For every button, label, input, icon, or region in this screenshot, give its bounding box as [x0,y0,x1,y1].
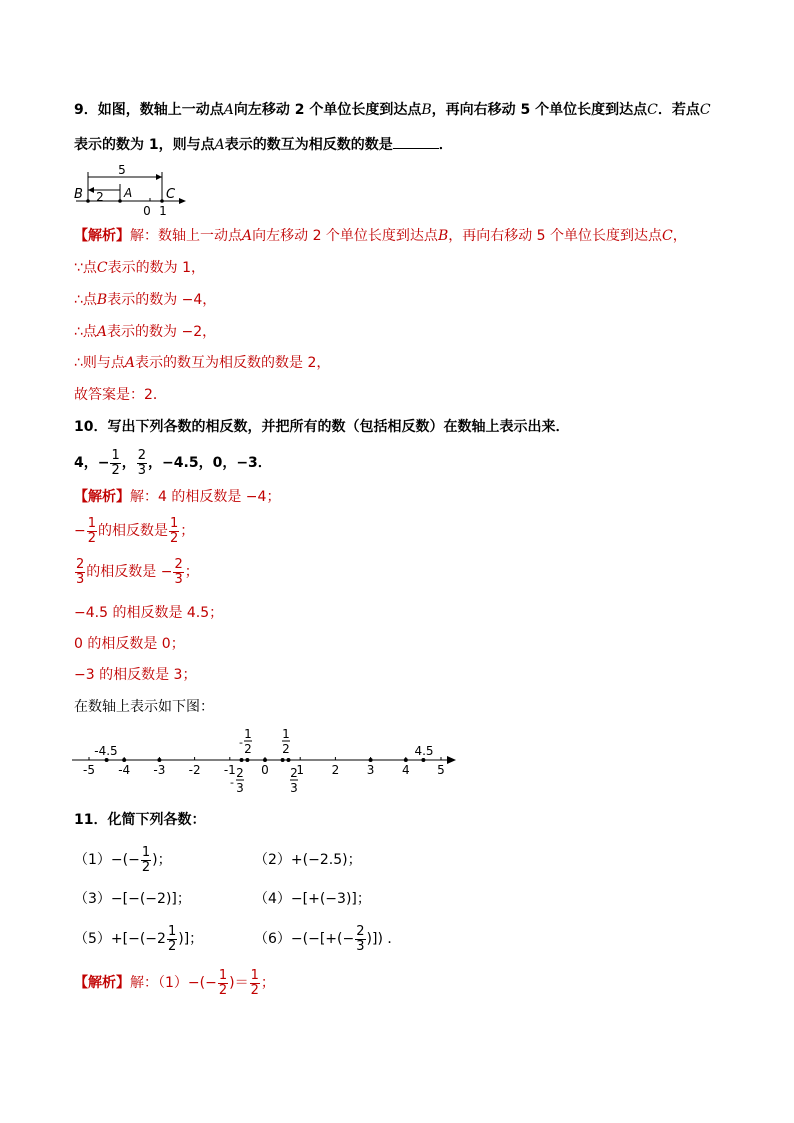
q10-sol-text: 解：4 的相反数是 −4； [130,489,281,505]
fraction-num: 1 [170,515,179,531]
q10-sol-line6: −3 的相反数是 3； [74,667,197,683]
q9-text: ．若点 [657,102,700,118]
fraction [250,969,260,998]
analysis-tag: 【解析】 [74,228,130,244]
q9-label-one: 1 [159,204,167,218]
q10-sol-line3 [74,555,199,589]
fraction-den: 2 [87,530,97,546]
fraction-den: 3 [76,571,85,587]
q9-label-five: 5 [118,163,126,177]
q9-text: 表示的数为 1，则与点 [74,137,215,153]
fraction-den: 2 [170,530,179,546]
tick-label: -3 [153,763,166,777]
tick-label: -5 [83,763,95,777]
fraction-num: 1 [87,515,97,531]
label-two-thirds-den: 3 [236,781,244,795]
point-dot [157,758,161,762]
q11-item-3 [74,889,191,909]
point-dot [105,758,109,762]
q9-sol-point: A [96,324,108,340]
fraction-num: 1 [167,923,177,939]
q9-text: 9．如图，数轴上一动点 [74,102,224,118]
q9-point-c: C [699,102,711,118]
q11-item-4 [254,889,371,909]
fraction-num: 2 [174,556,183,572]
q11-expr: )]) ． [366,931,402,947]
fraction [75,558,85,587]
answer-blank [393,134,439,149]
q10-num-text: ， [121,455,136,471]
q9-label-two: 2 [96,190,104,204]
q11-expr: −[+(−3)]； [290,891,371,907]
label-two-thirds-num: 2 [236,766,244,780]
q11-expr: +[−(−2 [110,931,166,947]
fraction [87,517,97,546]
fraction-den: 2 [167,938,177,954]
tick-label: 3 [366,763,375,777]
tick-label: -4 [118,763,131,777]
q9-sol-point: B [437,228,449,244]
q9-sol-line2 [74,258,205,278]
q11-sol-text: ； [260,975,275,991]
fraction-num: 1 [141,844,151,860]
q9-sol-point: B [96,292,108,308]
q9-text: 向左移动 2 个单位长度到达点 [233,102,422,118]
q9-sol-text: 表示的数为 −2， [107,324,217,340]
q9-label-c: C [166,187,176,202]
point-dot [281,758,285,762]
tick-label: 0 [261,763,269,777]
fraction-den: 2 [111,462,120,478]
fraction-num: 2 [137,447,147,463]
q11-expr: −(− [110,852,140,868]
point-dot [240,758,244,762]
fraction [355,925,365,954]
q9-sol-text: 表示的数互为相反数的数是 2， [135,355,331,371]
q9-sol-point: C [96,260,108,276]
q11-expr: )； [152,852,172,868]
fraction [167,925,177,954]
q9-sol-point: C [662,228,673,244]
q11-item-label: （2） [254,852,291,868]
q9-sol-text: 向左移动 2 个单位长度到达点 [252,228,438,244]
q9-sol-line6: 故答案是：2． [74,387,167,403]
q10-sol-line2 [74,514,194,548]
point-dot [421,758,425,762]
q11-item-label: （1） [74,852,111,868]
q11-sol-line1 [74,966,275,1000]
q9-sol-text: ，再向右移动 5 个单位长度到达点 [448,228,663,244]
q11-item-5 [74,922,203,956]
label-half-num: 1 [244,727,252,741]
fraction [218,969,228,998]
fraction-num: 1 [218,967,228,983]
fraction-num: 2 [356,923,365,939]
q9-label-a: A [124,186,133,200]
q10-sol-text: ； [180,523,195,539]
analysis-tag: 【解析】 [74,975,130,991]
point-dot [369,758,373,762]
q10-sol-text: 的相反数是 [98,523,169,539]
fraction [169,517,179,546]
label-two-thirds-num: 2 [290,766,298,780]
q11-item-1 [74,843,172,877]
q9-figure [72,160,202,220]
fraction-num: 2 [76,556,85,572]
q9-point-a: A [223,102,234,118]
tick-label: -1 [223,763,236,777]
q10-sol-line4: −4.5 的相反数是 4.5； [74,605,224,621]
q10-num-text: 4，− [74,455,110,471]
point-dot [263,758,267,762]
q9-label-zero: 0 [143,204,151,218]
q10-title: 10．写出下列各数的相反数，并把所有的数（包括相反数）在数轴上表示出来． [74,419,570,435]
q9-sol-point: A [242,228,253,244]
q9-point-c: C [647,102,658,118]
q9-sol-line1 [74,226,687,246]
q10-sol-text: − [74,523,86,539]
fraction [173,558,183,587]
q10-numbers [74,446,272,480]
fraction-den: 2 [141,859,151,875]
q9-point-a: A [214,137,225,153]
q11-item-label: （5） [74,931,111,947]
q9-sol-text: 表示的数为 1， [107,260,205,276]
q11-expr: +(−2.5)； [290,852,362,868]
point-dot [286,758,290,762]
fraction-den: 3 [137,462,147,478]
label-minus-4-5: -4.5 [94,744,118,758]
q11-item-2 [254,850,362,870]
fraction [137,449,147,478]
q9-sol-line4 [74,322,216,342]
q9-sol-text: ∴则与点 [74,355,125,371]
point-dot [245,758,249,762]
q11-item-label: （6） [254,931,291,947]
q11-expr: −(−[+(− [290,931,355,947]
label-half-num: 1 [282,727,290,741]
q9-sol-text: ∵点 [74,260,97,276]
fraction-num: 1 [250,967,259,983]
q9-sol-point: A [124,355,136,371]
q11-title: 11．化简下列各数： [74,812,206,828]
q9-line2 [74,134,453,155]
q11-item-6 [254,922,401,956]
fraction [141,846,151,875]
q10-number-line [70,720,470,800]
label-4-5: 4.5 [414,744,434,758]
q9-sol-text: ∴点 [74,292,97,308]
q11-item-label: （3） [74,891,111,907]
fraction [110,449,120,478]
q9-sol-text: ∴点 [74,324,97,340]
q9-text: ． [438,137,453,153]
tick-label: 2 [331,763,340,777]
label-minus: - [230,776,234,789]
tick-label: 5 [437,763,445,777]
q10-sol-text: ； [184,564,199,580]
q9-sol-text: 解：数轴上一动点 [130,228,242,244]
label-half-den: 2 [282,742,290,756]
q10-sol-text: 的相反数是 − [86,564,173,580]
q9-text: 表示的数互为相反数的数是 [224,137,393,153]
point-dot [404,758,408,762]
q11-expr: −[−(−2)]； [110,891,191,907]
q11-expr: )]； [178,931,204,947]
q9-sol-line3 [74,290,216,310]
q10-sol-line1 [74,487,280,507]
q9-sol-line5 [74,353,330,373]
q9-line1 [74,100,711,120]
label-two-thirds-den: 3 [290,781,298,795]
fraction-num: 1 [111,447,120,463]
fraction-den: 3 [174,571,183,587]
analysis-tag: 【解析】 [74,489,130,505]
q9-sol-text: ， [672,228,687,244]
q10-num-text: ，−4.5，0，−3． [148,455,272,471]
q10-sol-line5: 0 的相反数是 0； [74,636,185,652]
q9-sol-text: 表示的数为 −4， [107,292,217,308]
q10-sol-line7: 在数轴上表示如下图： [74,699,214,715]
point-dot [122,758,126,762]
fraction-den: 3 [356,938,365,954]
fraction-den: 2 [250,982,259,998]
q11-sol-text: )＝ [229,975,249,991]
q9-point-b: B [421,102,432,118]
q9-text: ，再向右移动 5 个单位长度到达点 [431,102,648,118]
tick-label: -2 [188,763,201,777]
tick-label: 4 [401,763,410,777]
label-half-den: 2 [244,742,252,756]
tick-label: 1 [296,763,305,777]
q9-label-b: B [74,187,83,202]
fraction-den: 2 [218,982,228,998]
label-minus: - [239,736,243,749]
q11-item-label: （4） [254,891,291,907]
q11-sol-text: 解：（1）−(− [130,975,217,991]
